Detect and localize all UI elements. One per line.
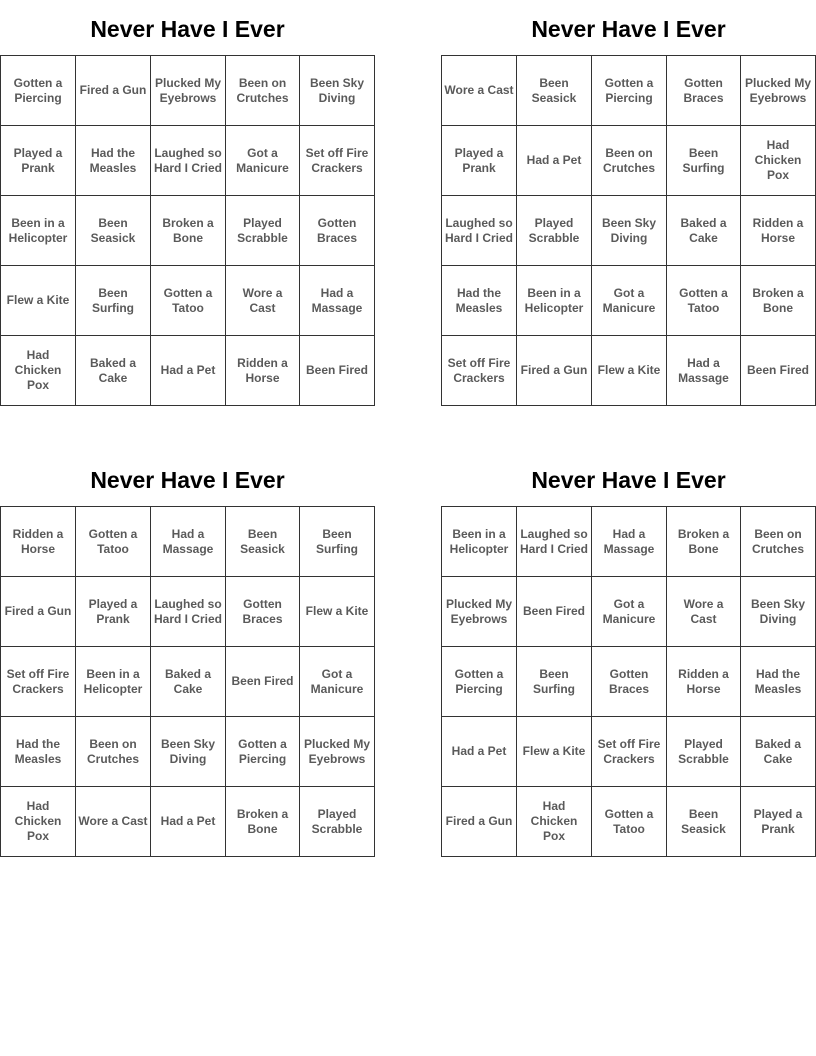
bingo-cell: Wore a Cast — [76, 787, 151, 857]
bingo-cell: Been Surfing — [517, 647, 592, 717]
bingo-cell: Ridden a Horse — [741, 196, 816, 266]
bingo-cell: Baked a Cake — [741, 717, 816, 787]
bingo-cell: Played a Prank — [1, 126, 76, 196]
bingo-cell: Had a Pet — [442, 717, 517, 787]
bingo-cell: Wore a Cast — [667, 577, 741, 647]
bingo-cell: Had the Measles — [442, 266, 517, 336]
bingo-cell: Played a Prank — [741, 787, 816, 857]
bingo-cell: Laughed so Hard I Cried — [442, 196, 517, 266]
bingo-cell: Got a Manicure — [592, 577, 667, 647]
bingo-grid — [441, 506, 816, 857]
bingo-cell: Fired a Gun — [76, 56, 151, 126]
bingo-cell: Had a Massage — [592, 507, 667, 577]
bingo-cell: Had the Measles — [741, 647, 816, 717]
bingo-cell: Had Chicken Pox — [741, 126, 816, 196]
bingo-cell: Been on Crutches — [76, 717, 151, 787]
bingo-cell: Fired a Gun — [517, 336, 592, 406]
bingo-cell: Flew a Kite — [1, 266, 76, 336]
bingo-cell: Wore a Cast — [442, 56, 517, 126]
bingo-cell: Been in a Helicopter — [517, 266, 592, 336]
card-title: Never Have I Ever — [531, 16, 726, 42]
bingo-cell: Set off Fire Crackers — [592, 717, 667, 787]
bingo-cell: Had a Massage — [667, 336, 741, 406]
card-title: Never Have I Ever — [90, 16, 285, 42]
bingo-cell: Plucked My Eyebrows — [151, 56, 226, 126]
bingo-cell: Broken a Bone — [151, 196, 226, 266]
bingo-cell: Had a Massage — [300, 266, 375, 336]
bingo-cell: Been in a Helicopter — [1, 196, 76, 266]
bingo-cell: Flew a Kite — [517, 717, 592, 787]
bingo-cell: Had Chicken Pox — [1, 787, 76, 857]
bingo-cell: Been Sky Diving — [592, 196, 667, 266]
bingo-cell: Ridden a Horse — [1, 507, 76, 577]
bingo-cell: Gotten a Tatoo — [667, 266, 741, 336]
bingo-cell: Gotten a Tatoo — [76, 507, 151, 577]
bingo-cell: Flew a Kite — [300, 577, 375, 647]
bingo-cell: Fired a Gun — [1, 577, 76, 647]
bingo-cell: Been Sky Diving — [300, 56, 375, 126]
bingo-cell: Baked a Cake — [667, 196, 741, 266]
bingo-cell: Played Scrabble — [667, 717, 741, 787]
bingo-cell: Plucked My Eyebrows — [741, 56, 816, 126]
bingo-cell: Been on Crutches — [741, 507, 816, 577]
bingo-grid — [0, 506, 375, 857]
bingo-cell: Had Chicken Pox — [1, 336, 76, 406]
bingo-cell: Been in a Helicopter — [76, 647, 151, 717]
bingo-card-2 — [441, 16, 816, 406]
bingo-cell: Played Scrabble — [517, 196, 592, 266]
card-title: Never Have I Ever — [90, 467, 285, 493]
bingo-cell: Baked a Cake — [76, 336, 151, 406]
card-title: Never Have I Ever — [531, 467, 726, 493]
bingo-cell: Gotten a Piercing — [442, 647, 517, 717]
bingo-cell: Laughed so Hard I Cried — [151, 126, 226, 196]
bingo-cell: Been Seasick — [76, 196, 151, 266]
bingo-cell: Wore a Cast — [226, 266, 300, 336]
bingo-cell: Plucked My Eyebrows — [442, 577, 517, 647]
bingo-cell: Set off Fire Crackers — [300, 126, 375, 196]
bingo-cell: Fired a Gun — [442, 787, 517, 857]
bingo-cell: Played Scrabble — [300, 787, 375, 857]
bingo-cell: Flew a Kite — [592, 336, 667, 406]
bingo-cell: Had a Pet — [151, 336, 226, 406]
bingo-cell: Had a Pet — [151, 787, 226, 857]
bingo-card-4 — [441, 467, 816, 857]
bingo-cell: Broken a Bone — [226, 787, 300, 857]
bingo-cell: Ridden a Horse — [667, 647, 741, 717]
bingo-cell: Got a Manicure — [300, 647, 375, 717]
bingo-cell: Broken a Bone — [667, 507, 741, 577]
bingo-cell: Been on Crutches — [226, 56, 300, 126]
bingo-grid — [0, 55, 375, 406]
bingo-cell: Played a Prank — [442, 126, 517, 196]
bingo-cell: Had a Pet — [517, 126, 592, 196]
bingo-cell: Gotten a Piercing — [1, 56, 76, 126]
bingo-cell: Gotten a Tatoo — [592, 787, 667, 857]
bingo-cell: Gotten a Piercing — [226, 717, 300, 787]
bingo-cell: Been Seasick — [667, 787, 741, 857]
bingo-card-1 — [0, 16, 375, 406]
bingo-cell: Got a Manicure — [226, 126, 300, 196]
bingo-grid — [441, 55, 816, 406]
bingo-cell: Played Scrabble — [226, 196, 300, 266]
bingo-cell: Been on Crutches — [592, 126, 667, 196]
bingo-cell: Been Fired — [741, 336, 816, 406]
bingo-cell: Gotten a Piercing — [592, 56, 667, 126]
bingo-cell: Had Chicken Pox — [517, 787, 592, 857]
bingo-cell: Played a Prank — [76, 577, 151, 647]
bingo-cell: Been in a Helicopter — [442, 507, 517, 577]
bingo-card-3 — [0, 467, 375, 857]
bingo-cell: Had the Measles — [1, 717, 76, 787]
bingo-cell: Set off Fire Crackers — [442, 336, 517, 406]
bingo-cell: Been Seasick — [226, 507, 300, 577]
bingo-cell: Been Sky Diving — [741, 577, 816, 647]
bingo-cell: Ridden a Horse — [226, 336, 300, 406]
bingo-cell: Been Surfing — [300, 507, 375, 577]
bingo-cell: Laughed so Hard I Cried — [151, 577, 226, 647]
bingo-cell: Been Fired — [517, 577, 592, 647]
bingo-cell: Gotten Braces — [226, 577, 300, 647]
bingo-cell: Been Surfing — [76, 266, 151, 336]
bingo-cell: Gotten Braces — [592, 647, 667, 717]
bingo-cell: Been Sky Diving — [151, 717, 226, 787]
bingo-cell: Plucked My Eyebrows — [300, 717, 375, 787]
bingo-cell: Laughed so Hard I Cried — [517, 507, 592, 577]
bingo-cell: Gotten Braces — [667, 56, 741, 126]
bingo-cell: Been Fired — [300, 336, 375, 406]
bingo-cell: Been Seasick — [517, 56, 592, 126]
bingo-cell: Gotten Braces — [300, 196, 375, 266]
bingo-cell: Been Fired — [226, 647, 300, 717]
bingo-cell: Set off Fire Crackers — [1, 647, 76, 717]
bingo-cell: Been Surfing — [667, 126, 741, 196]
bingo-cell: Had a Massage — [151, 507, 226, 577]
bingo-cell: Broken a Bone — [741, 266, 816, 336]
bingo-cell: Baked a Cake — [151, 647, 226, 717]
bingo-cell: Had the Measles — [76, 126, 151, 196]
bingo-cell: Gotten a Tatoo — [151, 266, 226, 336]
bingo-cell: Got a Manicure — [592, 266, 667, 336]
